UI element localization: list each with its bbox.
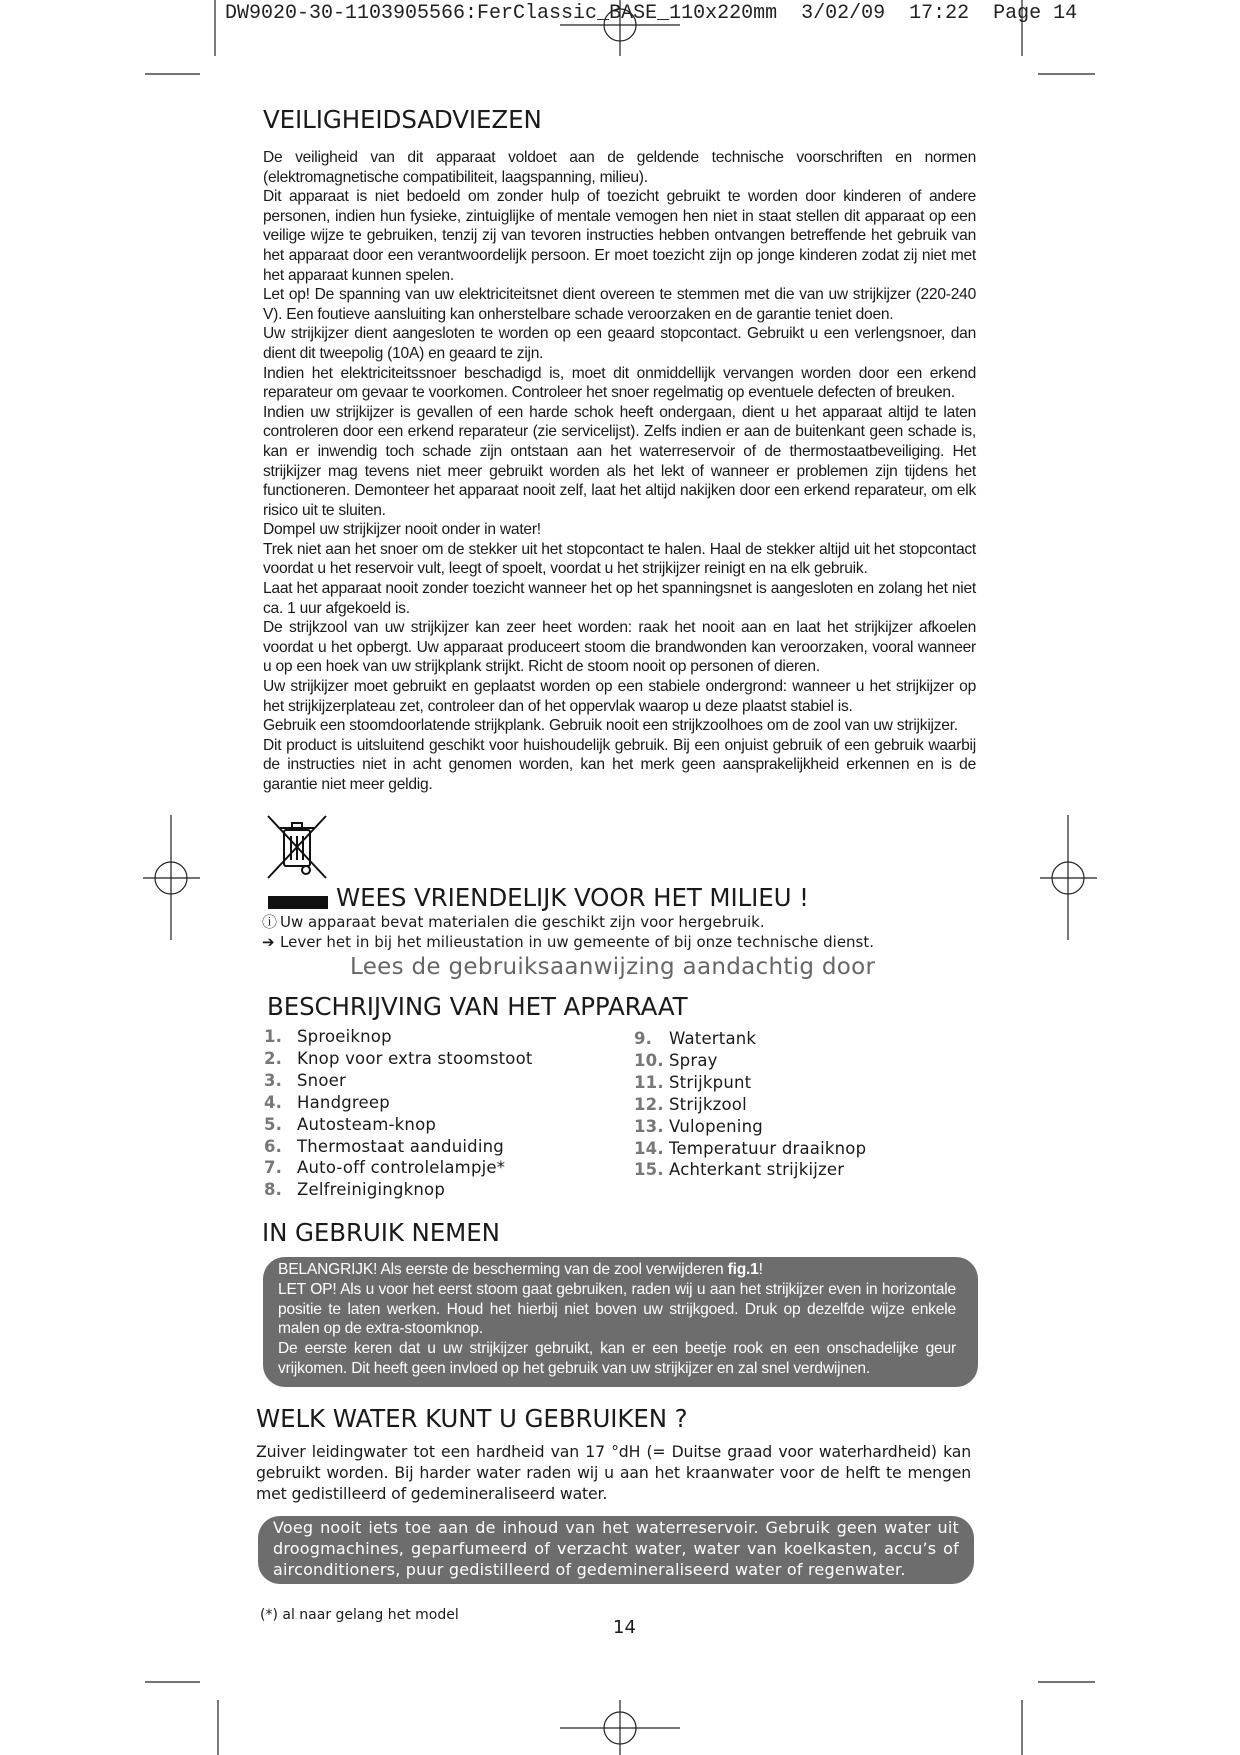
description-heading [267, 989, 688, 1025]
usage-title: IN GEBRUIK NEMEN [262, 1218, 500, 1247]
safety-paragraph: Dompel uw strijkijzer nooit onder in water! [263, 521, 541, 539]
safety-paragraph: Let op! De spanning van uw elektriciteitsnet dient overeen te stemmen met die van uw strijkijzer (220-240 V). Een foutieve aansluiting kan onherstelbare schade veroorzaken en de garantie teniet doen. [263, 286, 976, 323]
notice-paragraph: De eerste keren dat u uw strijkijzer gebruikt, kan er een beetje rook en een onschadelijke geur vrijkomen. Dit heeft geen invloed op het gebruik van uw strijkijzer en zal snel verdwijnen. [278, 1340, 956, 1377]
water-title: WELK WATER KUNT U GEBRUIKEN ? [256, 1404, 688, 1433]
list-item: 15. Achterkant strijkijzer [634, 1160, 845, 1180]
list-item: 12. Strijkzool [634, 1094, 747, 1114]
list-item: 11. Strijkpunt [634, 1072, 752, 1092]
list-item: 6. Thermostaat aanduiding [264, 1136, 504, 1156]
list-item: 9. Watertank [634, 1029, 757, 1048]
heading-bar [268, 896, 328, 909]
safety-paragraph: Uw strijkijzer moet gebruikt en geplaatst worden op een stabiele ondergrond: wanneer u het strijkijzer op het strijkijzerplateau zet, controleer dan of het oppervlak waarop u deze plaatst stabiel is. [263, 678, 976, 715]
water-text: Zuiver leidingwater tot een hardheid van 17 °dH (= Duitse graad voor waterhardheid) kan gebruikt worden. Bij harder water raden wij u aan het kraanwater voor de helft te mengen met gedistilleerd of gedemineraliseerd water. [256, 1442, 971, 1503]
water-warning-box: Voeg nooit iets toe aan de inhoud van het waterreservoir. Gebruik geen water uit droogmachines, geparfumeerd of verzacht water, water van koelkasten, accu’s of airconditioners, puur gedistilleerd of gedemineraliseerd water of regenwater. [258, 1516, 974, 1584]
list-item: 5. Autosteam-knop [264, 1114, 437, 1134]
environment-heading [268, 880, 809, 916]
parts-list-left [264, 1026, 533, 1201]
list-item: 3. Snoer [264, 1070, 346, 1090]
parts-list-right [634, 1028, 866, 1181]
page-number: 14 [613, 1617, 636, 1638]
printer-slug: DW9020-30-1103905566:FerClassic_BASE_110x220mm 3/02/09 17:22 Page 14 [225, 2, 1078, 25]
safety-paragraph: Indien het elektriciteitssnoer beschadigd is, moet dit onmiddellijk vervangen worden door een erkend reparateur om gevaar te voorkomen. Controleer het snoer regelmatig op eventuele defecten of breuken. [263, 364, 976, 402]
arrow-right-icon: ➔ [262, 933, 275, 951]
safety-paragraph: De veiligheid van dit apparaat voldoet aan de geldende technische voorschriften en normen (elektromagnetische compatibiliteit, laagspanning, milieu). [263, 149, 976, 186]
safety-body [263, 148, 976, 795]
important-notice-box [263, 1257, 978, 1387]
safety-title: VEILIGHEIDSADVIEZEN [263, 105, 542, 134]
list-item: 2. Knop voor extra stoomstoot [264, 1048, 533, 1068]
figure-reference: fig.1 [727, 1261, 759, 1278]
safety-paragraph: Indien uw strijkijzer is gevallen of een harde schok heeft ondergaan, dient u het apparaat altijd te laten controleren door een erkend reparateur (zie servicelijst). Zelfs indien er aan de buitenkant geen schade is, kan er inwendig toch schade zijn ontstaan aan het waterreservoir of de thermostaatbeveiliging. Het strijkijzer mag tevens niet meer gebruikt worden als het lekt of wanneer er problemen zijn tijdens het functioneren. Demonteer het apparaat nooit zelf, laat het altijd nakijken door een erkend reparateur, om elk risico uit te sluiten. [263, 403, 976, 519]
list-item: 10. Spray [634, 1050, 718, 1070]
environment-title: WEES VRIENDELIJK VOOR HET MILIEU ! [336, 883, 809, 912]
read-instructions-tagline: Lees de gebruiksaanwijzing aandachtig door [350, 954, 876, 980]
info-icon: ⓘ [262, 913, 278, 931]
safety-section [263, 102, 978, 795]
usage-heading [262, 1215, 500, 1251]
list-item: 14. Temperatuur draaiknop [634, 1138, 867, 1158]
notice-line: BELANGRIJK! Als eerste de bescherming van de zool verwijderen fig.1! [278, 1261, 763, 1278]
safety-paragraph: Gebruik een stoomdoorlatende strijkplank. Gebruik nooit een strijkzoolhoes om de zool van uw strijkijzer. [263, 717, 958, 735]
safety-paragraph: Dit apparaat is niet bedoeld om zonder hulp of toezicht gebruikt te worden door kinderen of andere personen, indien hun fysieke, zintuiglijke of mentale vemogen hen niet in staat stellen dit apparaat op een veilige wijze te gebruiken, tenzij zij van tevoren instructies hebben ontvangen betreffende het gebruik van het apparaat door een verantwoordelijk persoon. Er moet toezicht zijn op jonge kinderen zodat zij niet met het apparaat kunnen spelen. [263, 188, 976, 284]
environment-text [262, 912, 874, 952]
environment-line: ⓘ Uw apparaat bevat materialen die geschikt zijn voor hergebruik. [262, 913, 765, 931]
safety-paragraph: Dit product is uitsluitend geschikt voor huishoudelijk gebruik. Bij een onjuist gebruik of een gebruik waarbij de instructies niet in acht genomen worden, kan het merk geen aansprakelijkheid erkennen en is de garantie niet meer geldig. [263, 736, 976, 793]
water-heading [256, 1401, 688, 1437]
footnote: (*) al naar gelang het model [260, 1607, 459, 1623]
weee-bin-icon [266, 814, 328, 880]
safety-paragraph: De strijkzool van uw strijkijzer kan zeer heet worden: raak het nooit aan en laat het strijkijzer afkoelen voordat u het opbergt. Uw apparaat produceert stoom die brandwonden kan veroorzaken, vooral wanneer u op een hoek van uw strijkplank strijkt. Richt de stoom nooit op personen of dieren. [263, 619, 976, 676]
list-item: 4. Handgreep [264, 1092, 390, 1112]
list-item: 8. Zelfreinigingknop [264, 1180, 446, 1200]
list-item: 1. Sproeiknop [264, 1027, 392, 1046]
list-item: 13. Vulopening [634, 1116, 763, 1136]
description-title: BESCHRIJVING VAN HET APPARAAT [267, 992, 688, 1021]
safety-paragraph: Uw strijkijzer dient aangesloten te worden op een geaard stopcontact. Gebruikt u een verlengsnoer, dan dient dit tweepolig (10A) en geaard te zijn. [263, 325, 976, 362]
safety-paragraph: Laat het apparaat nooit zonder toezicht wanneer het op het spanningsnet is aangesloten en zolang het niet ca. 1 uur afgekoeld is. [263, 580, 976, 617]
list-item: 7. Auto-off controlelampje* [264, 1158, 506, 1178]
safety-paragraph: Trek niet aan het snoer om de stekker uit het stopcontact te halen. Haal de stekker altijd uit het stopcontact voordat u het reservoir vult, leegt of spoelt, voordat u het strijkijzer reinigt en na elk gebruik. [263, 540, 976, 578]
notice-paragraph: LET OP! Als u voor het eerst stoom gaat gebruiken, raden wij u aan het strijkijzer even in horizontale positie te laten werken. Houd het hierbij niet boven uw strijkgoed. Druk op dezelfde wijze enkele malen op de extra-stoomknop. [278, 1280, 956, 1338]
environment-line: ➔ Lever het in bij het milieustation in uw gemeente of bij onze technische dienst. [262, 933, 875, 951]
